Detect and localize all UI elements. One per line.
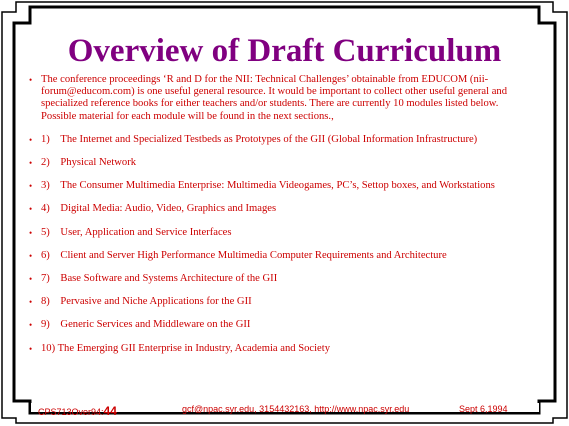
item-text: 10) The Emerging GII Enterprise in Industry, Academia and Society	[41, 342, 330, 354]
bullet-list	[29, 74, 529, 355]
item-text: 7) Base Software and Systems Architecture of the GII	[41, 273, 278, 285]
bullet-icon: •	[29, 158, 33, 169]
item-text: 1) The Internet and Specialized Testbeds as Prototypes of the GII (Global Information Infrastructure)	[41, 133, 478, 145]
item-text: 6) Client and Server High Performance Multimedia Computer Requirements and Architecture	[41, 249, 447, 261]
bullet-icon: •	[29, 75, 33, 85]
list-item	[29, 319, 529, 331]
slide-title: Overview of Draft Curriculum	[67, 33, 502, 69]
item-text: The conference proceedings ‘R and D for the NII: Technical Challenges’ obtainable from EDUCOM (nii-forum@educom.com) is one useful general resource. It would be important to collect other useful general and specialized reference books for either teachers and/or students. There are currently 10 modules listed below. Possible material for each module will be found in the next sections.,	[41, 74, 508, 122]
list-item	[29, 134, 529, 146]
bullet-icon: •	[29, 134, 33, 145]
bullet-icon: •	[29, 181, 33, 192]
list-item	[29, 157, 529, 169]
footer-page-number: 44	[103, 404, 117, 418]
item-text: 4) Digital Media: Audio, Video, Graphics and Images	[41, 203, 277, 215]
slide-footer	[0, 403, 569, 417]
footer-contact: gcf@npac.syr.edu, 3154432163, http://www.npac.syr.edu	[182, 404, 410, 414]
item-text: 2) Physical Network	[41, 157, 137, 169]
list-item	[29, 250, 529, 262]
item-text: 3) The Consumer Multimedia Enterprise: Multimedia Videogames, PC’s, Settop boxes, and Workstations	[41, 180, 495, 192]
bullet-icon: •	[29, 227, 33, 238]
list-item	[29, 180, 529, 192]
list-item	[29, 227, 529, 239]
bullet-icon: •	[29, 320, 33, 331]
item-text: 5) User, Application and Service Interfaces	[41, 226, 232, 238]
list-item	[29, 74, 529, 123]
list-item	[29, 273, 529, 285]
bullet-icon: •	[29, 343, 33, 354]
list-item	[29, 296, 529, 308]
footer-course	[38, 404, 117, 418]
list-item	[29, 203, 529, 215]
bullet-icon: •	[29, 204, 33, 215]
bullet-icon: •	[29, 250, 33, 261]
footer-course-label: CPS713Over94:	[38, 407, 104, 417]
item-text: 8) Pervasive and Niche Applications for the GII	[41, 296, 252, 308]
bullet-icon: •	[29, 274, 33, 285]
footer-date: Sept 6,1994	[459, 404, 508, 414]
bullet-icon: •	[29, 297, 33, 308]
list-item	[29, 343, 529, 355]
item-text: 9) Generic Services and Middleware on the GII	[41, 319, 251, 331]
